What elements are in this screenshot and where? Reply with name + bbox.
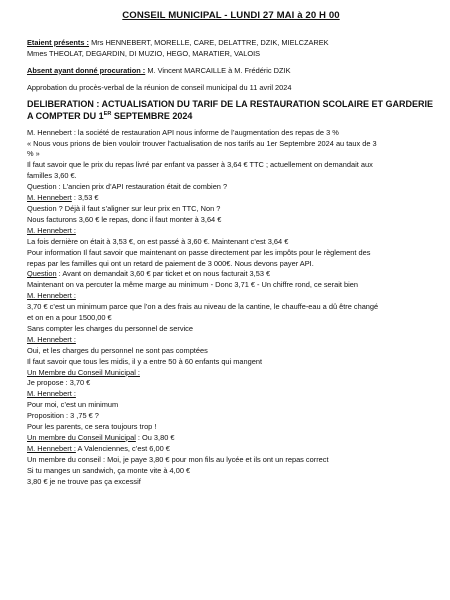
minutes-line: [27, 259, 435, 270]
minutes-line-text: M. Hennebert :: [27, 389, 76, 399]
minutes-line-text: Je propose : 3,70 €: [27, 378, 91, 388]
minutes-line-text: Question: [27, 269, 57, 279]
minutes-line: [27, 302, 435, 313]
minutes-line-text: Pour information Il faut savoir que maintenant on passe directement par les impôts pour le règlement des: [27, 247, 371, 257]
minutes-line: [27, 466, 435, 477]
minutes-line-text: M. Hennebert : la société de restauration API nous informe de l’augmentation des repas de 3 %: [27, 127, 339, 137]
minutes-line: [27, 389, 435, 400]
minutes-line-text: Question : L’ancien prix d’API restauration était de combien ?: [27, 182, 228, 192]
minutes-line-text: La fois dernière on était à 3,53 €, on est passé à 3,60 €. Maintenant c’est 3,64 €: [27, 236, 289, 246]
deliberation-line-1: DELIBERATION : ACTUALISATION DU TARIF DE LA RESTAURATION SCOLAIRE ET GARDERIE: [27, 98, 433, 109]
minutes-line: [27, 182, 435, 193]
minutes-line-text: Nous facturons 3,60 € le repas, donc il faut monter à 3,64 €: [27, 214, 222, 224]
minutes-line: [27, 193, 435, 204]
minutes-line-text: Sans compter les charges du personnel de service: [27, 323, 193, 333]
minutes-line: [27, 128, 435, 139]
minutes-line: [27, 444, 435, 455]
minutes-line: [27, 215, 435, 226]
minutes-line: [27, 171, 435, 182]
minutes-line-text: Proposition : 3 ,75 € ?: [27, 411, 99, 421]
minutes-line: [27, 422, 435, 433]
document-page: [27, 10, 435, 488]
minutes-line: [27, 160, 435, 171]
deliberation-heading: [27, 98, 435, 123]
minutes-line-text: Un Membre du Conseil Municipal :: [27, 367, 140, 377]
minutes-line: [27, 477, 435, 488]
minutes-line: [27, 280, 435, 291]
absent-text: M. Vincent MARCAILLE à M. Frédéric DZIK: [145, 65, 291, 75]
presents-label: Etaient présents :: [27, 38, 90, 47]
minutes-body: [27, 128, 435, 488]
minutes-line-text: Maintenant on va percuter la même marge au minimum - Donc 3,71 € - Un chiffre rond, ce serait bien: [27, 280, 358, 290]
minutes-line-text: Si tu manges un sandwich, ça monte vite à 4,00 €: [27, 465, 191, 475]
minutes-line-text: « Nous vous prions de bien vouloir trouver l’actualisation de nos tarifs au 1er Septembre 2024 au taux de 3: [27, 138, 377, 148]
minutes-line-text: % »: [27, 149, 40, 159]
deliberation-line-2-post: SEPTEMBRE 2024: [111, 111, 193, 122]
minutes-line-text: Il faut savoir que le prix du repas livré par enfant va passer à 3,64 € TTC ; actuellement on demandait aux: [27, 160, 373, 170]
minutes-line: [27, 335, 435, 346]
absent-line: [27, 66, 435, 77]
minutes-line-text: et on en a pour 1500,00 €: [27, 313, 112, 323]
deliberation-line-2-pre: A COMPTER DU 1: [27, 111, 104, 122]
minutes-line-text: Il faut savoir que tous les midis, il y a entre 50 à 60 enfants qui mangent: [27, 356, 262, 366]
minutes-line: [27, 269, 435, 280]
minutes-line: [27, 237, 435, 248]
minutes-line: [27, 433, 435, 444]
deliberation-line-2: [27, 110, 435, 123]
deliberation-line-2-sup: ER: [103, 111, 112, 118]
minutes-line: [27, 357, 435, 368]
minutes-line: [27, 400, 435, 411]
presents-names-2: Mmes THEOLAT, DEGARDIN, DI MUZIO, HEGO, MARATIER, VALOIS: [27, 48, 261, 58]
presents-names-1: Mrs HENNEBERT, MORELLE, CARE, DELATTRE, DZIK, MIELCZAREK: [89, 38, 329, 47]
minutes-line-suffix: : 3,53 €: [71, 193, 99, 203]
minutes-line-text: Un membre du conseil : Moi, je paye 3,80 € pour mon fils au lycée et ils ont un repas correct: [27, 454, 329, 464]
minutes-line-text: Pour moi, c’est un minimum: [27, 400, 119, 410]
approbation-line: Approbation du procès-verbal de la réunion de conseil municipal du 11 avril 2024: [27, 82, 292, 92]
minutes-line-suffix: : Ou 3,80 €: [135, 433, 175, 442]
minutes-line: [27, 291, 435, 302]
minutes-line-text: familles 3,60 €.: [27, 171, 77, 181]
minutes-line: [27, 149, 435, 160]
minutes-line: [27, 378, 435, 389]
minutes-line-text: M. Hennebert :: [27, 291, 76, 301]
presents-line-1: [27, 38, 435, 49]
minutes-line-text: repas par les familles qui ont un retard de paiement de 3 000€. Nous devons payer API.: [27, 258, 314, 268]
minutes-line: [27, 139, 435, 150]
minutes-line: [27, 368, 435, 379]
page-title: CONSEIL MUNICIPAL - LUNDI 27 MAI à 20 H 00: [122, 10, 340, 21]
minutes-line-text: M. Hennebert :: [27, 443, 76, 453]
minutes-line: [27, 411, 435, 422]
minutes-line-text: M. Hennebert :: [27, 225, 76, 235]
minutes-line-text: Pour les parents, ce sera toujours trop !: [27, 422, 157, 432]
minutes-line: [27, 313, 435, 324]
minutes-line: [27, 226, 435, 237]
minutes-line: [27, 346, 435, 357]
minutes-line-text: Question ? Déjà il faut s’aligner sur leur prix en TTC, Non ?: [27, 203, 221, 213]
minutes-line: [27, 248, 435, 259]
minutes-line-text: M. Hennebert :: [27, 334, 76, 344]
minutes-line-text: Un membre du Conseil Municipal: [27, 433, 136, 442]
absent-label: Absent ayant donné procuration :: [27, 65, 146, 75]
minutes-line-suffix: : Avant on demandait 3,60 € par ticket et on nous facturait 3,53 €: [56, 269, 271, 279]
minutes-line: [27, 204, 435, 215]
minutes-line: [27, 324, 435, 335]
minutes-line-text: M. Hennebert: [27, 193, 72, 203]
minutes-line-text: 3,80 € je ne trouve pas ça excessif: [27, 476, 141, 486]
minutes-line-suffix: A Valenciennes, c’est 6,00 €: [75, 443, 170, 453]
minutes-line-text: Oui, et les charges du personnel ne sont pas comptées: [27, 345, 208, 355]
minutes-line: [27, 455, 435, 466]
minutes-line-text: 3,70 € c’est un minimum parce que l’on a des frais au niveau de la cantine, le chauffe-eau a dû être changé: [27, 302, 379, 312]
